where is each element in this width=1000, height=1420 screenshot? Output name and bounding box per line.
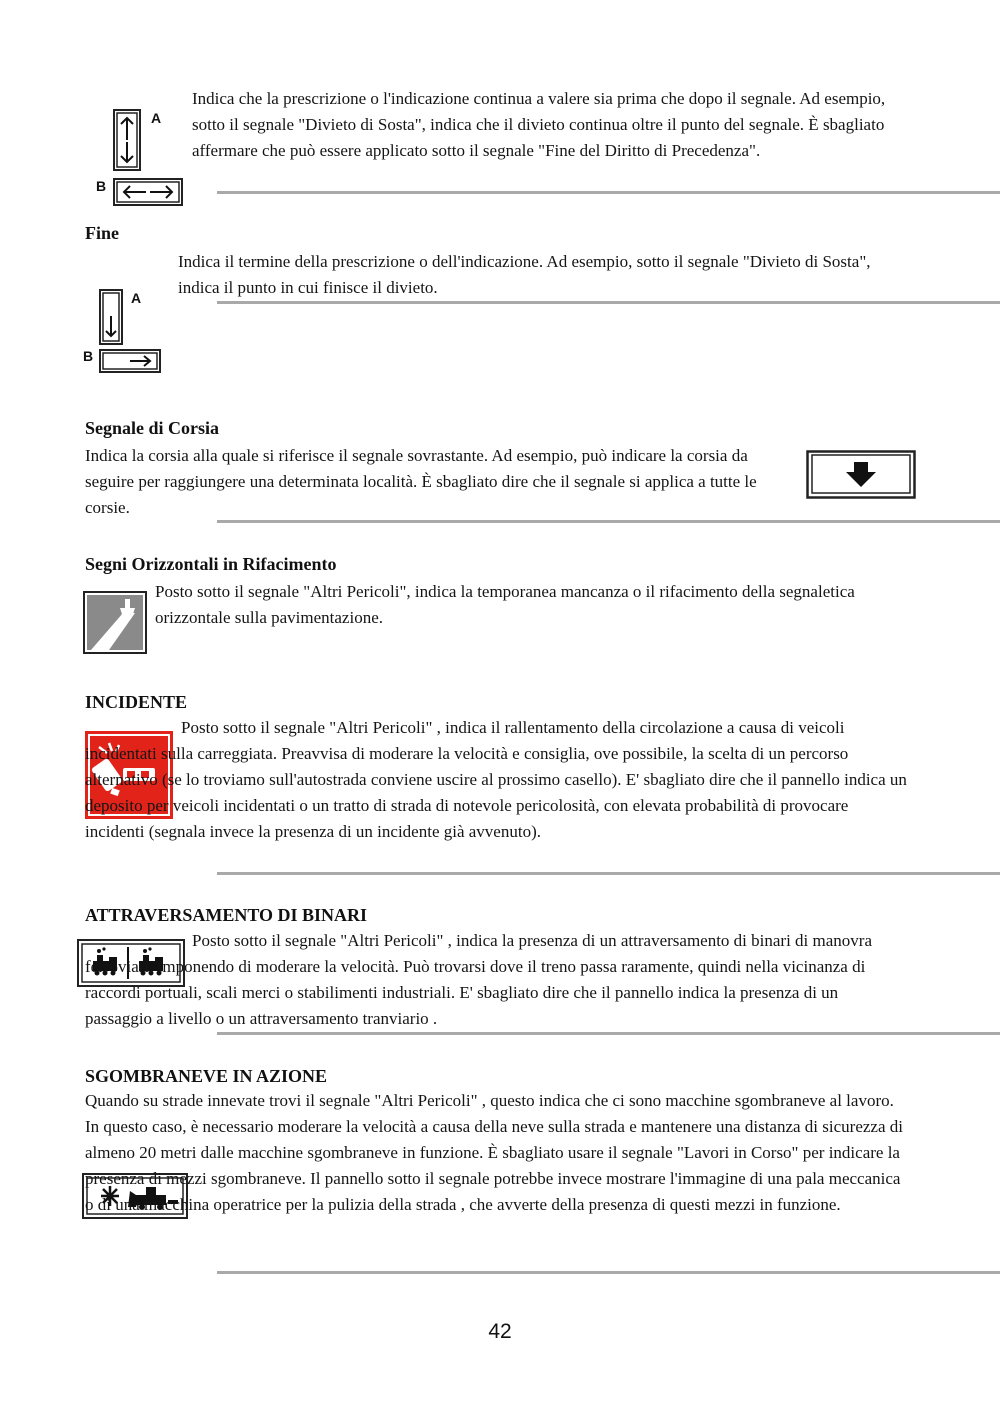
incidente-heading: INCIDENTE bbox=[85, 692, 188, 712]
section-divider bbox=[217, 872, 1000, 875]
binari-heading: ATTRAVERSAMENTO DI BINARI bbox=[85, 905, 368, 925]
segni-heading: Segni Orizzontali in Rifacimento bbox=[85, 554, 337, 574]
section-divider bbox=[217, 1271, 1000, 1274]
road-marking-icon bbox=[83, 591, 147, 654]
binari-description: Posto sotto il segnale "Altri Pericoli" , indica la presenza di un attraversamento di binari di manovra ferroviari, imponendo di moderare la velocità. Può trovarsi dove il treno passa raramente, quindi nella vicinanza di raccordi portuali, scali merci o stabilimenti industriali. E' sbagliato dire che il pannello indica la presenza di un passaggio a livello o un attraversamento tranviario . bbox=[85, 931, 873, 1028]
label-b: B bbox=[83, 348, 94, 364]
corsia-heading: Segnale di Corsia bbox=[85, 418, 220, 438]
label-a: A bbox=[131, 290, 142, 306]
corsia-panel-icon bbox=[806, 450, 916, 500]
page-number: 42 bbox=[488, 1320, 512, 1343]
incidente-description: Posto sotto il segnale "Altri Pericoli" , indica il rallentamento della circolazione a causa di veicoli incidentati sulla carreggiata. Preavvisa di moderare la velocità e consiglia, ove possibile, la scelta di un percorso alternativo (se lo troviamo sull'autostrada conviene uscire al prossimo casello). E' sbagliato dire che il pannello indica un deposito per veicoli incidentati o un tratto di strada di notevole pericolosità, con elevata probabilità di provocare incidenti (segnala invece la presenza di un incidente già avvenuto). bbox=[85, 718, 907, 841]
label-a: A bbox=[151, 110, 162, 126]
section-divider bbox=[217, 520, 1000, 523]
label-b: B bbox=[96, 178, 107, 194]
fine-heading: Fine bbox=[85, 223, 119, 243]
section-divider bbox=[217, 1032, 1000, 1035]
segni-description: Posto sotto il segnale "Altri Pericoli", indica la temporanea mancanza o il rifacimento della segnaletica orizzontale sulla pavimentazione. bbox=[155, 582, 855, 627]
section-divider bbox=[217, 191, 1000, 194]
fine-description: Indica il termine della prescrizione o dell'indicazione. Ad esempio, sotto il segnale "Divieto di Sosta", indica il punto in cui finisce il divieto. bbox=[178, 252, 871, 297]
continua-description: Indica che la prescrizione o l'indicazione continua a valere sia prima che dopo il segnale. Ad esempio, sotto il segnale "Divieto di Sosta", indica che il divieto continua oltre il punto del segnale. È sbagliato affermare che può essere applicato sotto il segnale "Fine del Diritto di Precedenza". bbox=[192, 89, 886, 160]
sgombraneve-description: Quando su strade innevate trovi il segnale "Altri Pericoli" , questo indica che ci sono macchine sgombraneve al lavoro. In questo caso, è necessario moderare la velocità a causa della neve sulla strada e mantenere una distanza di sicurezza di almeno 20 metri dalle macchine sgombraneve in funzione. È sbagliato usare il segnale "Lavori in Corso" per indicare la presenza di mezzi sgombraneve. Il pannello sotto il segnale potrebbe invece mostrare l'immagine di una pala meccanica o di una macchina operatrice per la pulizia della strada , che avverte della presenza di questi mezzi in funzione. bbox=[85, 1091, 903, 1214]
section-divider bbox=[217, 301, 1000, 304]
corsia-description: Indica la corsia alla quale si riferisce il segnale sovrastante. Ad esempio, può indicare la corsia da seguire per raggiungere una determinata località. È sbagliato dire che il segnale si applica a tutte le corsie. bbox=[85, 446, 757, 517]
sgombraneve-heading: SGOMBRANEVE IN AZIONE bbox=[85, 1066, 328, 1086]
